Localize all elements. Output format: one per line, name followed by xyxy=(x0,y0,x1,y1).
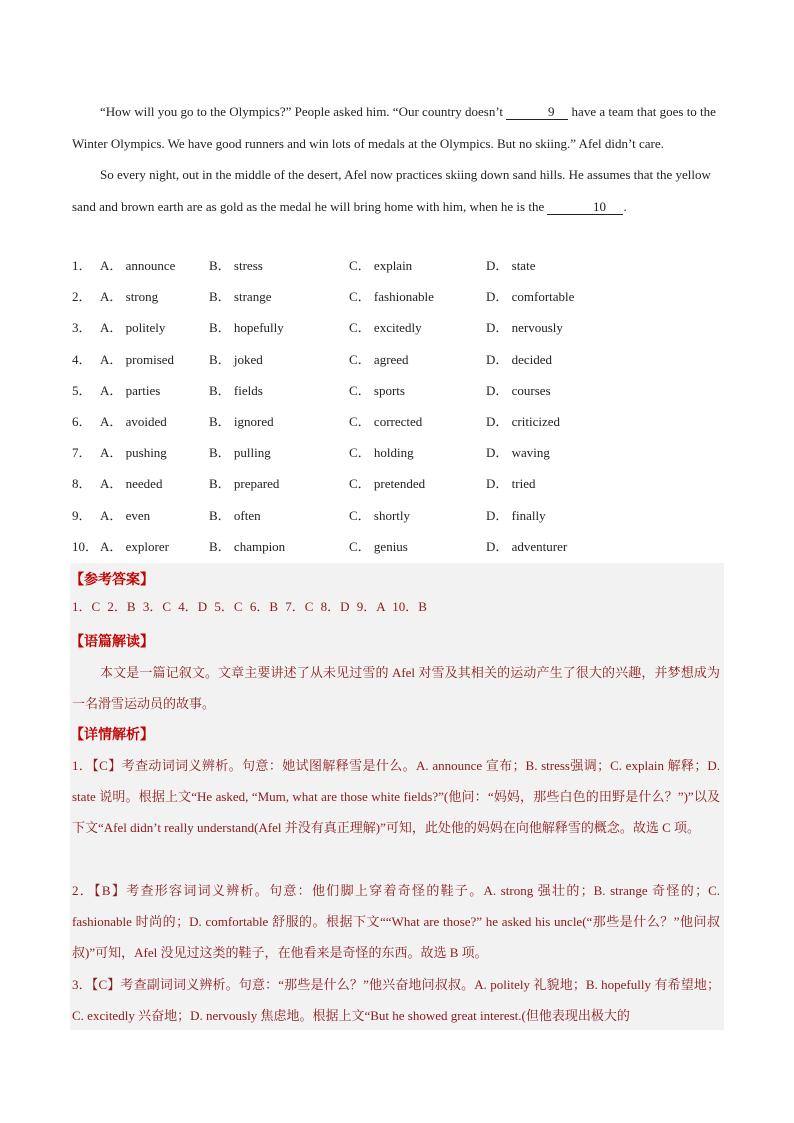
option-b: B． prepared xyxy=(209,476,280,492)
option-c: C． fashionable xyxy=(349,289,434,305)
passage-text: So every night, out in the middle of the desert, Afel now practices skiing down sand hills. He assumes that the yellow sand and brown earth are as gold as the medal he will bring home with him, when he is the xyxy=(72,167,711,214)
option-d: D． state xyxy=(486,258,536,273)
option-c: C． holding xyxy=(349,445,414,461)
options-list xyxy=(72,250,722,562)
option-a: A． politely xyxy=(100,320,166,336)
option-a: A． avoided xyxy=(100,413,167,429)
option-b: B． hopefully xyxy=(209,320,284,336)
option-c: C． corrected xyxy=(349,413,423,429)
option-d: D． nervously xyxy=(486,320,563,336)
option-d: D． waving xyxy=(486,445,550,461)
option-a: A． needed xyxy=(100,476,163,492)
question-number: 6． xyxy=(72,413,92,429)
option-b: B． stress xyxy=(209,258,263,273)
option-b: B． strange xyxy=(209,289,272,305)
option-c: C． agreed xyxy=(349,351,409,367)
question-number: 9． xyxy=(72,507,92,523)
option-d: D． tried xyxy=(486,476,536,492)
passage-paragraph-1 xyxy=(72,96,722,159)
option-a: A． promised xyxy=(100,351,175,367)
option-d: D． criticized xyxy=(486,413,560,429)
answer-heading: 【参考答案】 xyxy=(70,572,154,588)
blank-9: 9 xyxy=(506,105,568,120)
option-a: A． strong xyxy=(100,289,159,305)
question-number: 2． xyxy=(72,289,92,305)
detail-heading: 【详情解析】 xyxy=(70,727,154,743)
option-b: B． ignored xyxy=(209,413,274,429)
option-b: B． pulling xyxy=(209,445,271,461)
option-a: A． announce xyxy=(100,258,176,273)
option-b: B． joked xyxy=(209,351,263,367)
question-number: 7． xyxy=(72,445,92,461)
blank-10: 10 xyxy=(547,200,623,215)
passage-text: have a team that goes to the Winter Olympics. We have good runners and win lots of medals at the Olympics. But no skiing.” Afel didn’t care. xyxy=(72,104,716,151)
option-c: C． excitedly xyxy=(349,320,422,336)
option-a: A． even xyxy=(100,507,151,523)
option-b: B． champion xyxy=(209,538,286,554)
answer-key: 1．C 2．B 3．C 4．D 5．C 6．B 7．C 8．D 9．A 10．B xyxy=(72,599,427,614)
passage-paragraph-2 xyxy=(72,159,722,222)
passage xyxy=(72,96,722,222)
option-a: A． parties xyxy=(100,382,161,398)
option-row xyxy=(72,281,722,312)
option-row xyxy=(72,437,722,468)
analysis-panel xyxy=(70,563,724,1030)
question-number: 10． xyxy=(72,538,99,554)
option-row xyxy=(72,500,722,531)
explanation-item-3: 3．【C】考查副词词义辨析。句意：“那些是什么？”他兴奋地问叔叔。A. politely 礼貌地；B. hopefully 有希望地；C. excitedly 兴奋地；D. nervously 焦虑地。根据上文“But he showed great interest.(但他表现出极大的 xyxy=(72,977,720,1023)
option-c: C． pretended xyxy=(349,476,426,492)
option-b: B． fields xyxy=(209,382,263,398)
option-a: A． pushing xyxy=(100,445,167,461)
reading-summary: 本文是一篇记叙文。文章主要讲述了从未见过雪的 Afel 对雪及其相关的运动产生了很大的兴趣，并梦想成为一名滑雪运动员的故事。 xyxy=(72,665,720,711)
option-c: C． genius xyxy=(349,538,408,554)
option-row xyxy=(72,468,722,499)
option-row xyxy=(72,531,722,562)
option-c: C． explain xyxy=(349,258,413,273)
option-c: C． shortly xyxy=(349,507,411,523)
option-row xyxy=(72,344,722,375)
option-row xyxy=(72,375,722,406)
reading-heading: 【语篇解读】 xyxy=(70,634,154,650)
option-d: D． courses xyxy=(486,382,551,398)
option-d: D． comfortable xyxy=(486,289,575,305)
passage-text: “How will you go to the Olympics?” People asked him. “Our country doesn’t xyxy=(100,104,507,119)
question-number: 3． xyxy=(72,320,92,336)
passage-text: . xyxy=(623,198,627,214)
option-b: B． often xyxy=(209,507,261,523)
option-a: A． explorer xyxy=(100,538,169,554)
option-row xyxy=(72,406,722,437)
option-row xyxy=(72,312,722,343)
question-number: 1． xyxy=(72,258,92,273)
option-d: D． adventurer xyxy=(486,538,568,554)
question-number: 4． xyxy=(72,351,92,367)
question-number: 8． xyxy=(72,476,92,492)
option-row xyxy=(72,250,722,281)
option-d: D． finally xyxy=(486,507,546,523)
question-number: 5． xyxy=(72,382,92,398)
option-c: C． sports xyxy=(349,382,405,398)
option-d: D． decided xyxy=(486,351,553,367)
explanation-item-2: 2．【B】考查形容词词义辨析。句意：他们脚上穿着奇怪的鞋子。A. strong 强壮的；B. strange 奇怪的；C. fashionable 时尚的；D. comfortable 舒服的。根据下文““What are those?” he asked his uncle(“那些是什么？”他问叔叔)”可知，Afel 没见过这类的鞋子，在他看来是奇怪的东西。故选 B 项。 xyxy=(72,883,720,960)
explanation-item-1: 1．【C】考查动词词义辨析。句意：她试图解释雪是什么。A. announce 宣布；B. stress强调；C. explain 解释；D. state 说明。根据上文“He asked, “Mum, what are those white fields?”(他问：“妈妈，那些白色的田野是什么？”)”以及下文“Afel didn’t really understand(Afel 并没有真正理解)”可知，此处他的妈妈在向他解释雪的概念。故选 C 项。 xyxy=(72,758,720,835)
